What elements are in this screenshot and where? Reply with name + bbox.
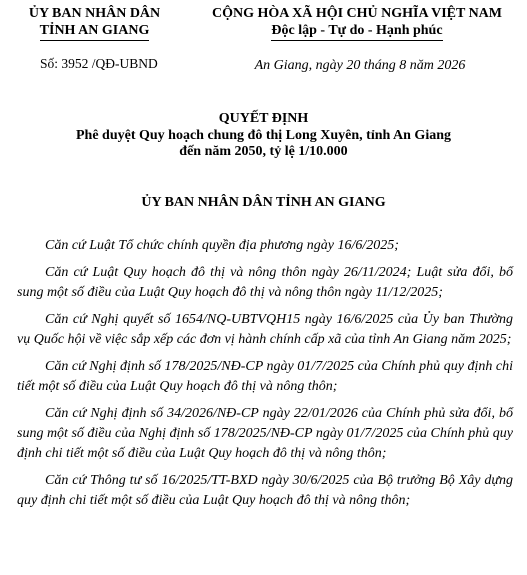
legal-basis-item: Căn cứ Nghị định số 34/2026/NĐ-CP ngày 22/01/2026 của Chính phủ sửa đổi, bổ sung một số điều của Nghị định số 178/2025/NĐ-CP ngày 01/7/2025 của Chính phủ quy định chi tiết một số điều của Luật Quy hoạch đô thị và nông thôn; [17,406,513,461]
subject-line1: Phê duyệt Quy hoạch chung đô thị Long Xuyên, tỉnh An Giang [76,127,451,143]
agency-line1: ỦY BAN NHÂN DÂN [28,6,161,21]
legal-basis-item: Căn cứ Thông tư số 16/2025/TT-BXD ngày 30/6/2025 của Bộ trưởng Bộ Xây dựng quy định chi tiết một số điều của Luật Quy hoạch đô thị và nông thôn; [17,473,513,508]
agency-line2: TỈNH AN GIANG [40,22,150,41]
legal-basis-item: Căn cứ Luật Quy hoạch đô thị và nông thôn ngày 26/11/2024; Luật sửa đổi, bổ sung một số điều của Luật Quy hoạch đô thị và nông thôn ngày 11/12/2025; [17,265,513,300]
legal-basis-item: Căn cứ Luật Tổ chức chính quyền địa phương ngày 16/6/2025; [45,238,399,253]
nation-line1: CỘNG HÒA XÃ HỘI CHỦ NGHĨA VIỆT NAM [211,6,502,21]
national-motto [192,5,522,41]
legal-basis-item: Căn cứ Nghị quyết số 1654/NQ-UBTVQH15 ngày 16/6/2025 của Ủy ban Thường vụ Quốc hội về việc sắp xếp các đơn vị hành chính cấp xã của tỉnh An Giang năm 2025; [17,312,513,347]
legal-bases [17,236,513,518]
issuing-agency [12,5,177,41]
document-number: Số: 3952 /QĐ-UBND [40,56,158,71]
document-title [20,111,507,161]
issue-date: An Giang, ngày 20 tháng 8 năm 2026 [254,58,466,73]
nation-line2: Độc lập - Tự do - Hạnh phúc [271,22,442,41]
subject-line2: đến năm 2050, tỷ lệ 1/10.000 [179,144,348,159]
legal-basis-item: Căn cứ Nghị định số 178/2025/NĐ-CP ngày 01/7/2025 của Chính phủ quy định chi tiết một số điều của Luật Quy hoạch đô thị và nông thôn; [17,359,513,394]
doc-type: QUYẾT ĐỊNH [218,111,309,126]
authority-heading: ỦY BAN NHÂN DÂN TỈNH AN GIANG [141,195,386,210]
